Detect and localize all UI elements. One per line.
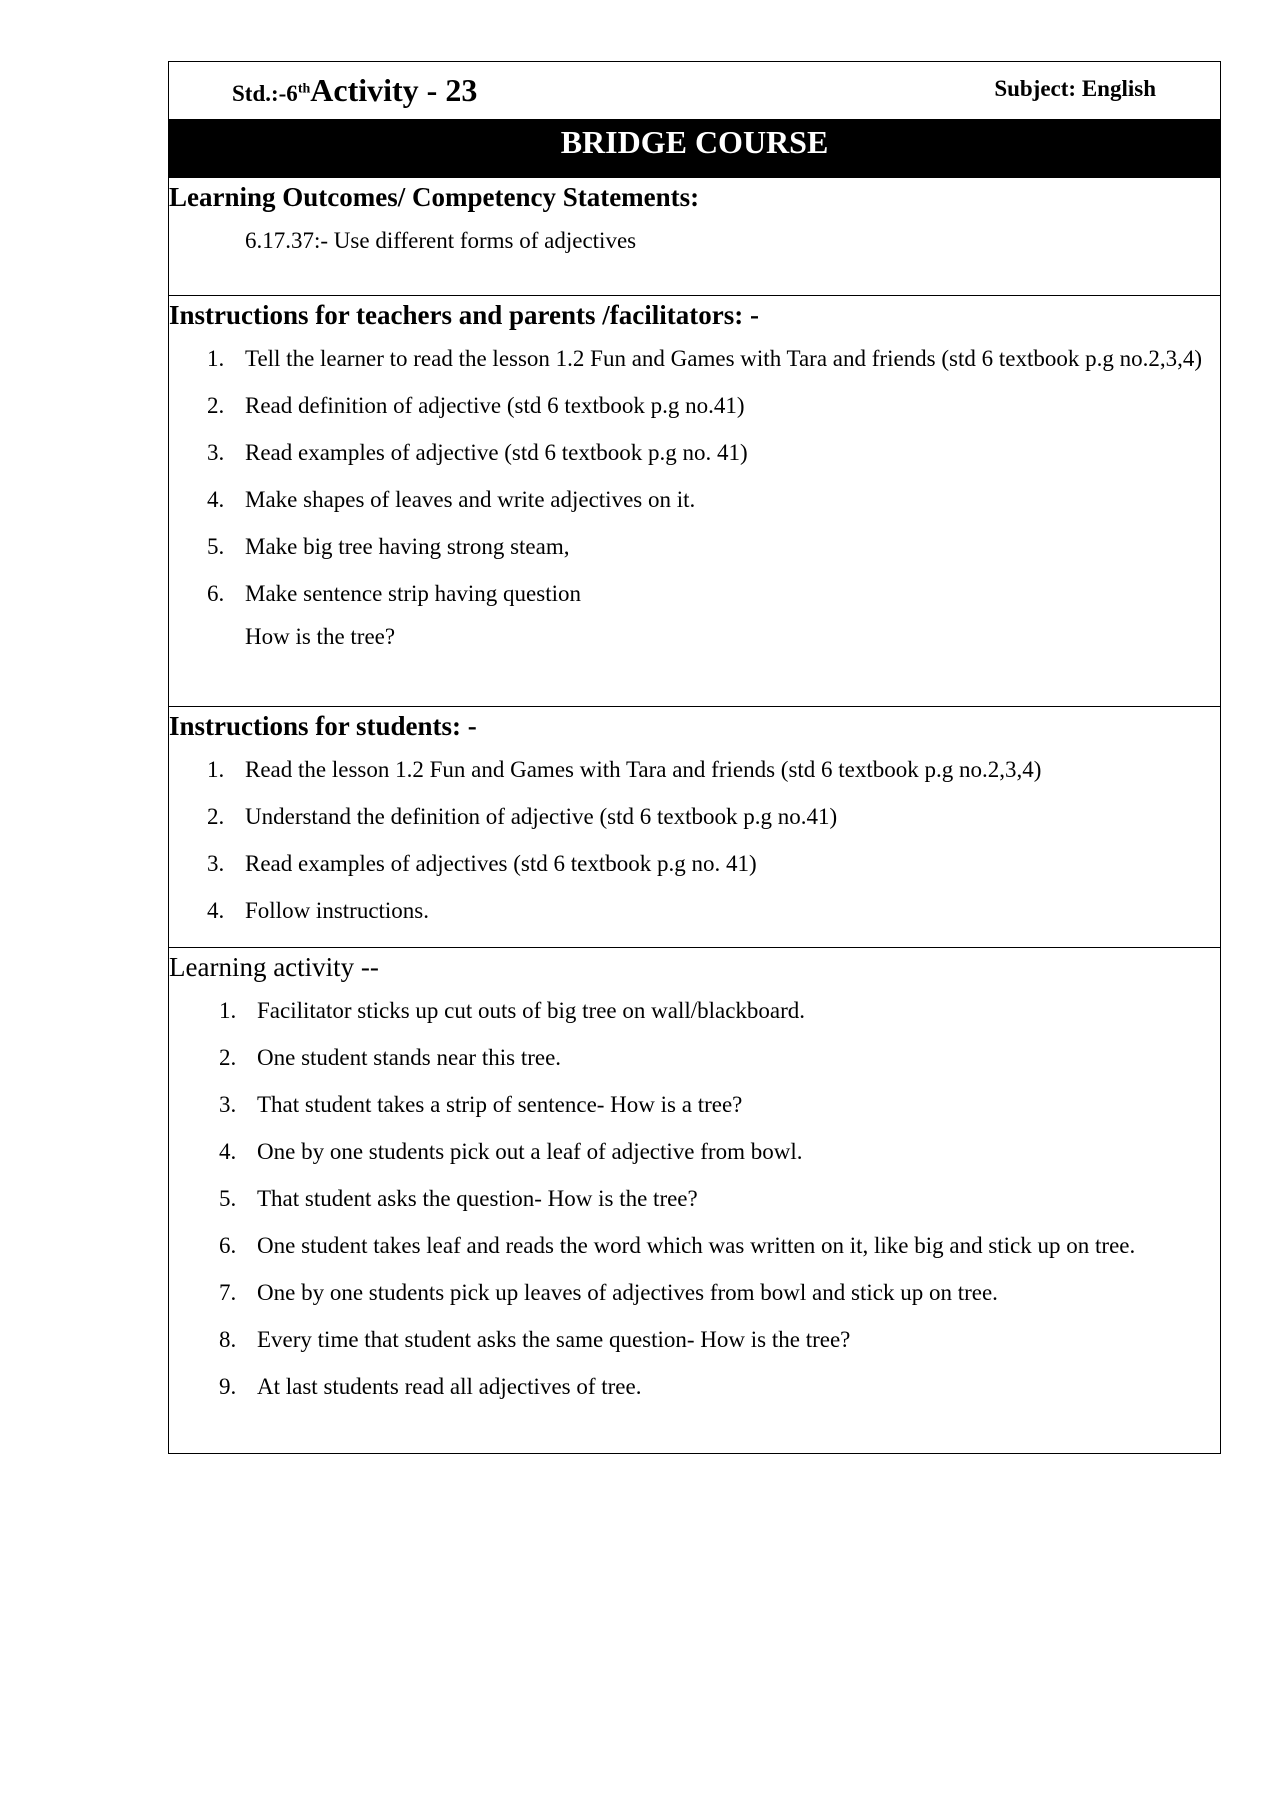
- item-text: Read definition of adjective (std 6 textbook p.g no.41): [245, 393, 745, 418]
- numbered-list: [169, 344, 1220, 609]
- item-text: Make sentence strip having question: [245, 581, 581, 606]
- section-heading: Instructions for teachers and parents /facilitators: -: [169, 300, 759, 330]
- list-item: [169, 1090, 1220, 1120]
- item-text: Follow instructions.: [245, 898, 430, 923]
- list-item: [169, 1184, 1220, 1214]
- list-item: [169, 802, 1220, 832]
- teacher-instructions-section: [169, 296, 1220, 707]
- list-item: [169, 391, 1220, 421]
- std-sup: th: [297, 81, 311, 97]
- item-text: Tell the learner to read the lesson 1.2 Fun and Games with Tara and friends (std 6 textbook p.g no.2,3,4): [245, 346, 1203, 371]
- item-text: Understand the definition of adjective (std 6 textbook p.g no.41): [245, 804, 838, 829]
- list-item: [169, 849, 1220, 879]
- list-item: [169, 1137, 1220, 1167]
- subject-label: Subject: English: [994, 76, 1156, 101]
- question-text: How is the tree?: [245, 624, 396, 649]
- activity-sheet: [168, 61, 1221, 1454]
- activity-title: Activity - 23: [310, 72, 478, 108]
- list-item: [169, 1372, 1220, 1402]
- list-item: [169, 438, 1220, 468]
- item-text: Facilitator sticks up cut outs of big tree on wall/blackboard.: [257, 998, 806, 1023]
- item-text: Read the lesson 1.2 Fun and Games with Tara and friends (std 6 textbook p.g no.2,3,4): [245, 757, 1042, 782]
- item-number: 2.: [219, 1045, 237, 1070]
- list-item: [169, 344, 1220, 374]
- list-item: [169, 1231, 1220, 1261]
- item-number: 3.: [207, 440, 225, 465]
- list-item: [169, 1043, 1220, 1073]
- section-heading: Learning Outcomes/ Competency Statements:: [169, 182, 700, 212]
- item-text: Make big tree having strong steam,: [245, 534, 570, 559]
- item-number: 5.: [207, 534, 225, 559]
- list-item: [169, 1325, 1220, 1355]
- list-item: [169, 755, 1220, 785]
- section-heading: Learning activity --: [169, 952, 379, 982]
- bridge-course-band: BRIDGE COURSE: [169, 120, 1220, 178]
- item-number: 6.: [207, 581, 225, 606]
- item-number: 1.: [207, 346, 225, 371]
- item-number: 4.: [219, 1139, 237, 1164]
- student-instructions-section: [169, 707, 1220, 948]
- section-heading: Instructions for students: -: [169, 711, 477, 741]
- item-number: 6.: [219, 1233, 237, 1258]
- item-text: One by one students pick up leaves of adjectives from bowl and stick up on tree.: [257, 1280, 998, 1305]
- standard-label: [232, 72, 477, 109]
- outcome-text: 6.17.37:- Use different forms of adjectives: [245, 228, 637, 253]
- list-item: [169, 896, 1220, 926]
- item-number: 1.: [207, 757, 225, 782]
- item-number: 7.: [219, 1280, 237, 1305]
- item-number: 9.: [219, 1374, 237, 1399]
- list-item: [169, 579, 1220, 609]
- list-item: [169, 532, 1220, 562]
- item-number: 2.: [207, 393, 225, 418]
- list-item: [169, 485, 1220, 515]
- item-number: 1.: [219, 998, 237, 1023]
- item-text: One by one students pick out a leaf of adjective from bowl.: [257, 1139, 803, 1164]
- header-row: [169, 62, 1220, 120]
- item-number: 4.: [207, 898, 225, 923]
- list-item: [169, 1278, 1220, 1308]
- item-number: 8.: [219, 1327, 237, 1352]
- item-number: 3.: [207, 851, 225, 876]
- item-text: One student stands near this tree.: [257, 1045, 562, 1070]
- list-item: [169, 996, 1220, 1026]
- item-text: Every time that student asks the same question- How is the tree?: [257, 1327, 851, 1352]
- item-text: At last students read all adjectives of tree.: [257, 1374, 642, 1399]
- item-text: Read examples of adjective (std 6 textbook p.g no. 41): [245, 440, 748, 465]
- numbered-list: [169, 996, 1220, 1402]
- item-text: One student takes leaf and reads the word which was written on it, like big and stick up on tree.: [257, 1233, 1136, 1258]
- item-number: 3.: [219, 1092, 237, 1117]
- item-text: That student asks the question- How is the tree?: [257, 1186, 698, 1211]
- std: Std.:-6: [232, 81, 298, 106]
- item-number: 5.: [219, 1186, 237, 1211]
- item-text: That student takes a strip of sentence- How is a tree?: [257, 1092, 743, 1117]
- numbered-list: [169, 755, 1220, 926]
- item-number: 4.: [207, 487, 225, 512]
- item-text: Read examples of adjectives (std 6 textbook p.g no. 41): [245, 851, 757, 876]
- learning-outcomes-section: [169, 178, 1220, 296]
- item-number: 2.: [207, 804, 225, 829]
- learning-activity-section: [169, 948, 1220, 1453]
- item-text: Make shapes of leaves and write adjectives on it.: [245, 487, 696, 512]
